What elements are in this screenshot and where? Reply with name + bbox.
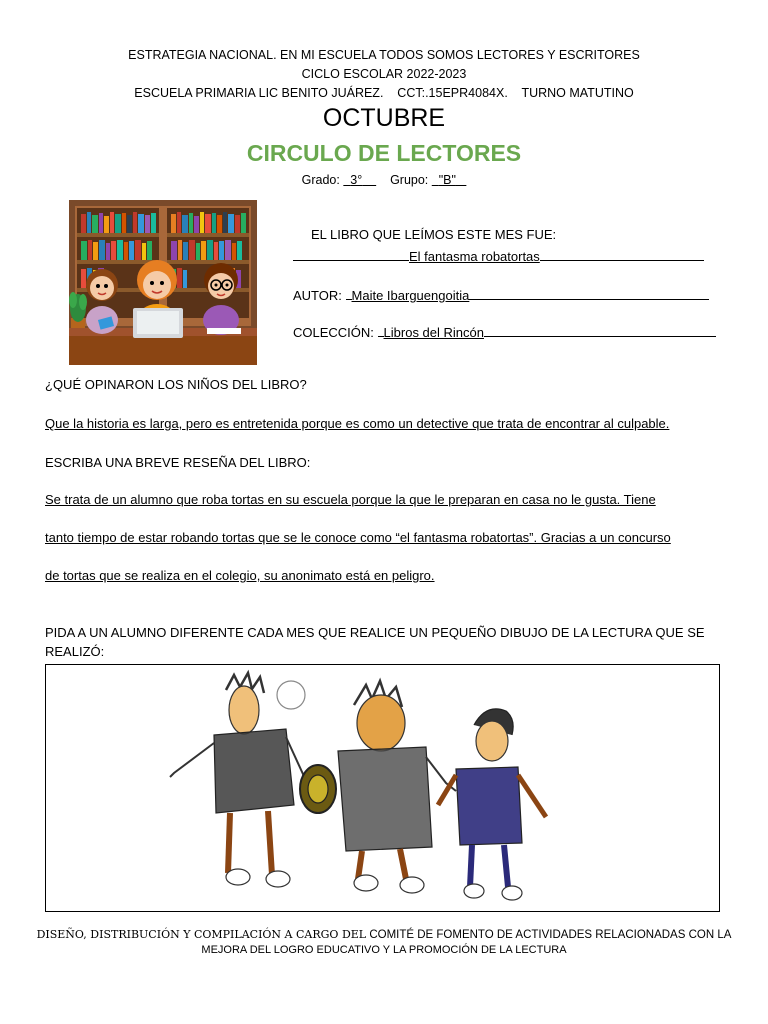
footer-part-2: COMITÉ DE FOMENTO DE ACTIVIDADES RELACIONADAS CON LA — [369, 929, 732, 941]
month-title: OCTUBRE — [322, 104, 446, 132]
collection-line — [293, 321, 716, 340]
page-title: CIRCULO DE LECTORES — [246, 140, 522, 166]
collection-value: Libros del Rincón — [383, 325, 484, 340]
opinion-answer: Que la historia es larga, pero es entretenida porque es como un detective que trata de encontrar al culpable. — [45, 416, 670, 431]
drawing-instruction-2: REALIZÓ: — [45, 644, 105, 659]
drawing-frame — [45, 664, 720, 912]
opinion-question: ¿QUÉ OPINARON LOS NIÑOS DEL LIBRO? — [45, 377, 307, 392]
author-line — [293, 284, 709, 303]
drawing-instruction-1: PIDA A UN ALUMNO DIFERENTE CADA MES QUE REALICE UN PEQUEÑO DIBUJO DE LA LECTURA QUE SE — [45, 625, 705, 640]
footer-line-1 — [0, 928, 768, 941]
student-drawing — [46, 665, 719, 911]
grupo-value: "B" — [438, 173, 456, 187]
drawn-figure-2 — [338, 681, 456, 893]
grade-group-line — [0, 173, 768, 187]
drawn-figure-1 — [170, 673, 336, 887]
header-line-3: ESCUELA PRIMARIA LIC BENITO JUÁREZ. CCT:.15EPR4084X. TURNO MATUTINO — [134, 86, 634, 100]
author-value: Maite Ibarguengoitia — [351, 288, 470, 303]
header-line-1: ESTRATEGIA NACIONAL. EN MI ESCUELA TODOS SOMOS LECTORES Y ESCRITORES — [128, 48, 640, 62]
grado-value: 3° — [350, 173, 363, 187]
grado-label: Grado: — [301, 173, 340, 187]
reading-children-illustration — [69, 200, 257, 365]
book-question: EL LIBRO QUE LEÍMOS ESTE MES FUE: — [311, 227, 557, 242]
drawn-figure-3 — [438, 709, 546, 900]
header-line-2: CICLO ESCOLAR 2022-2023 — [301, 67, 467, 81]
review-line-1: Se trata de un alumno que roba tortas en su escuela porque la que le preparan en casa no le gusta. Tiene — [45, 492, 656, 507]
author-label: AUTOR: — [293, 288, 342, 303]
plant-icon — [69, 292, 87, 332]
footer-part-1: DISEÑO, DISTRIBUCIÓN Y COMPILACIÓN A CARGO DEL — [36, 928, 367, 941]
collection-label: COLECCIÓN: — [293, 325, 374, 340]
review-line-3: de tortas que se realiza en el colegio, su anonimato está en peligro. — [45, 568, 435, 583]
review-question: ESCRIBA UNA BREVE RESEÑA DEL LIBRO: — [45, 455, 311, 470]
review-line-2: tanto tiempo de estar robando tortas que se le conoce como “el fantasma robatortas”. Gracias a un concurso — [45, 530, 671, 545]
book-title-line — [293, 245, 704, 264]
book-title: El fantasma robatortas — [409, 249, 540, 264]
grupo-label: Grupo: — [390, 173, 429, 187]
footer-line-2: MEJORA DEL LOGRO EDUCATIVO Y LA PROMOCIÓN DE LA LECTURA — [201, 944, 567, 956]
